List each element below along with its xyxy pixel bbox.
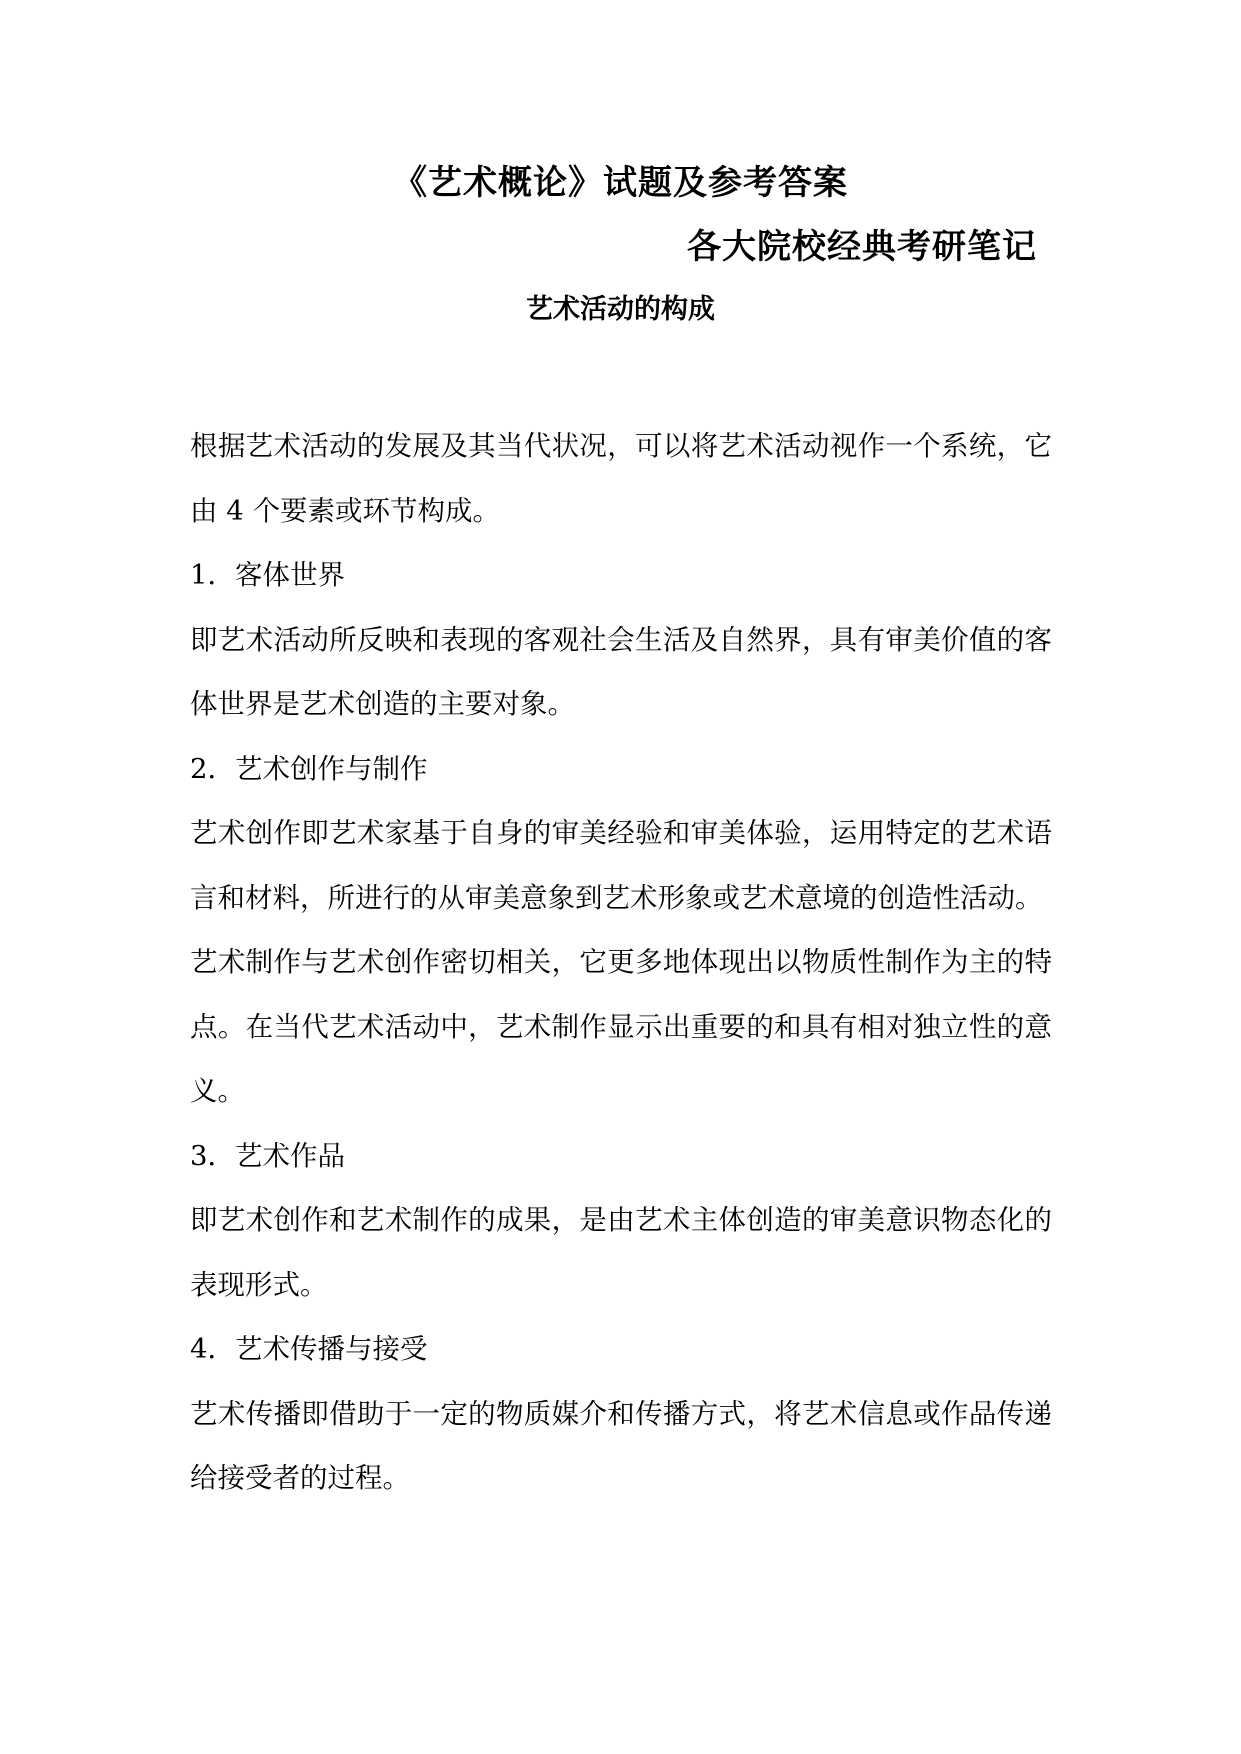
document-body [190, 414, 1052, 1511]
item-paragraph-2-2: 艺术制作与艺术创作密切相关，它更多地体现出以物质性制作为主的特点。在当代艺术活动中，艺术制作显示出重要的和具有相对独立性的意义。 [190, 946, 1052, 1107]
item-heading-2: 2．艺术创作与制作 [190, 752, 428, 785]
document-subtitle: 各大院校经典考研笔记 [687, 227, 1037, 267]
section-heading: 艺术活动的构成 [526, 294, 715, 325]
document-title: 《艺术概论》试题及参考答案 [393, 163, 848, 203]
item-paragraph-4-1: 艺术传播即借助于一定的物质媒介和传播方式，将艺术信息或作品传递给接受者的过程。 [190, 1397, 1052, 1494]
intro-paragraph: 根据艺术活动的发展及其当代状况，可以将艺术活动视作一个系统，它由 4 个要素或环节构成。 [190, 430, 1052, 527]
item-heading-3: 3．艺术作品 [190, 1139, 345, 1172]
item-paragraph-3-1: 即艺术创作和艺术制作的成果，是由艺术主体创造的审美意识物态化的表现形式。 [190, 1204, 1052, 1301]
item-heading-4: 4．艺术传播与接受 [190, 1333, 428, 1365]
item-paragraph-2-1: 艺术创作即艺术家基于自身的审美经验和审美体验，运用特定的艺术语言和材料，所进行的从审美意象到艺术形象或艺术意境的创造性活动。 [190, 817, 1052, 914]
item-heading-1: 1．客体世界 [190, 559, 345, 591]
item-paragraph-1-1: 即艺术活动所反映和表现的客观社会生活及自然界，具有审美价值的客体世界是艺术创造的主要对象。 [190, 623, 1052, 720]
